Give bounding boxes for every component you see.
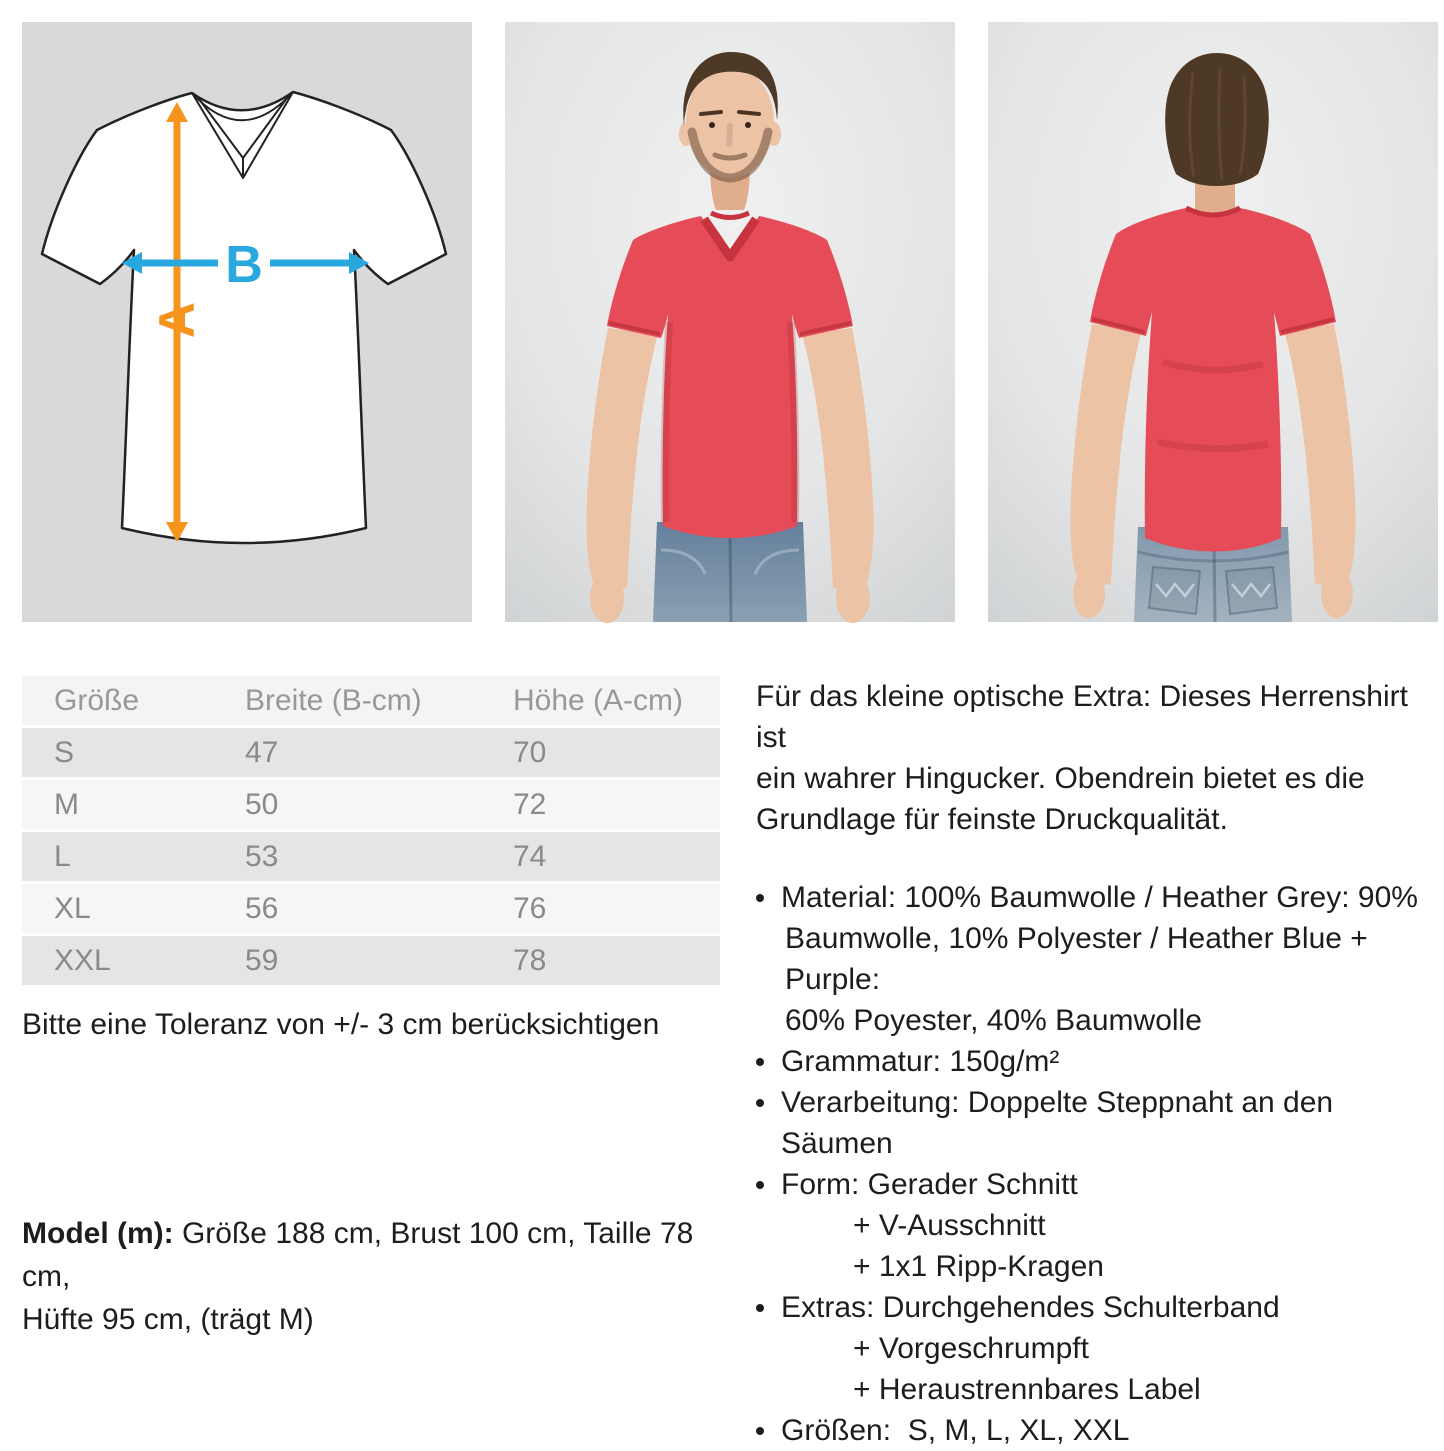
bullet-verarbeitung bbox=[756, 1082, 1444, 1164]
tshirt-measurement-diagram bbox=[22, 22, 472, 622]
table-cell: 76 bbox=[513, 891, 547, 925]
bullet-line: 60% Poyester, 40% Baumwolle bbox=[785, 1004, 1202, 1037]
table-header-row bbox=[22, 676, 720, 725]
tshirt-outline-drawing bbox=[42, 92, 446, 543]
table-header-cell: Breite (B-cm) bbox=[245, 683, 422, 717]
bullet-line: Baumwolle, 10% Polyester / Heather Blue + Purple: bbox=[785, 922, 1377, 996]
table-row bbox=[22, 936, 720, 985]
back-pocket-right bbox=[1226, 567, 1277, 614]
description-bullets bbox=[756, 877, 1444, 1451]
table-cell: 50 bbox=[245, 787, 279, 821]
table-cell: 59 bbox=[245, 943, 279, 977]
bullet-groessen bbox=[756, 1410, 1444, 1451]
model-front-photo bbox=[505, 22, 955, 622]
intro-line: ein wahrer Hingucker. Obendrein bietet es die bbox=[756, 762, 1365, 795]
table-header-cell: Größe bbox=[54, 683, 140, 717]
bullet-line: Material: 100% Baumwolle / Heather Grey: 90% bbox=[781, 881, 1418, 914]
table-cell: M bbox=[54, 787, 79, 821]
table-cell: 47 bbox=[245, 735, 279, 769]
intro-line: Grundlage für feinste Druckqualität. bbox=[756, 803, 1228, 836]
back-pocket-left bbox=[1149, 567, 1200, 614]
measure-a-label: A bbox=[149, 301, 205, 339]
bullet-line: Extras: Durchgehendes Schulterband bbox=[781, 1291, 1280, 1324]
intro-line: Für das kleine optische Extra: Dieses Herrenshirt ist bbox=[756, 680, 1417, 754]
table-row bbox=[22, 832, 720, 881]
table-cell: L bbox=[54, 839, 71, 873]
bullet-form bbox=[756, 1164, 1444, 1287]
bullet-subline: + Vorgeschrumpft bbox=[853, 1332, 1089, 1365]
bullet-line: Form: Gerader Schnitt bbox=[781, 1168, 1078, 1201]
size-diagram-panel bbox=[22, 22, 472, 622]
bullet-line: Grammatur: 150g/m² bbox=[781, 1045, 1060, 1078]
table-row bbox=[22, 884, 720, 933]
bullet-material bbox=[756, 877, 1444, 1041]
product-description bbox=[756, 676, 1444, 1451]
table-cell: XXL bbox=[54, 943, 111, 977]
model-measurements-line1: Größe 188 cm, Brust 100 cm, Taille 78 cm, bbox=[22, 1217, 694, 1293]
bullet-subline: + V-Ausschnitt bbox=[853, 1209, 1046, 1242]
table-cell: 53 bbox=[245, 839, 279, 873]
bullet-subline: + 1x1 Ripp-Kragen bbox=[853, 1250, 1104, 1283]
bullet-line: Verarbeitung: Doppelte Steppnaht an den Säumen bbox=[781, 1086, 1342, 1160]
tolerance-note: Bitte eine Toleranz von +/- 3 cm berücksichtigen bbox=[22, 1008, 660, 1041]
bullet-extras bbox=[756, 1287, 1444, 1410]
table-cell: 56 bbox=[245, 891, 279, 925]
table-cell: XL bbox=[54, 891, 91, 925]
model-back-photo bbox=[988, 22, 1438, 622]
description-intro bbox=[756, 676, 1444, 840]
size-table bbox=[22, 676, 720, 988]
model-measurements-line2: Hüfte 95 cm, (trägt M) bbox=[22, 1303, 314, 1336]
bullet-subline: + Heraustrennbares Label bbox=[853, 1373, 1201, 1406]
table-row bbox=[22, 728, 720, 777]
measure-b-label: B bbox=[225, 236, 263, 294]
table-cell: S bbox=[54, 735, 75, 769]
bullet-line: Größen: S, M, L, XL, XXL bbox=[781, 1414, 1130, 1447]
table-cell: 70 bbox=[513, 735, 547, 769]
table-cell: 74 bbox=[513, 839, 547, 873]
bullet-grammatur bbox=[756, 1041, 1444, 1082]
model-measurements bbox=[22, 1212, 734, 1341]
table-cell: 72 bbox=[513, 787, 547, 821]
table-row bbox=[22, 780, 720, 829]
model-front-photo-panel bbox=[505, 22, 955, 622]
table-cell: 78 bbox=[513, 943, 547, 977]
model-label: Model (m): bbox=[22, 1217, 174, 1250]
table-header-cell: Höhe (A-cm) bbox=[513, 683, 684, 717]
model-back-photo-panel bbox=[988, 22, 1438, 622]
